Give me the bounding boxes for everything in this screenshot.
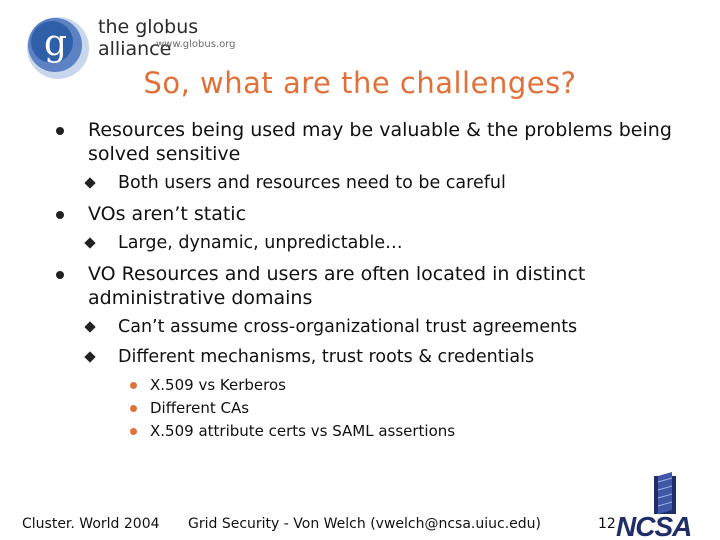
bullet-diamond-icon: [84, 177, 95, 188]
bullet-orange-dot-icon: [130, 382, 137, 389]
sub-bullet-text: Different mechanisms, trust roots & credentials: [118, 347, 535, 367]
slide-content: [56, 118, 706, 445]
sub-sub-bullet-item: [56, 376, 706, 395]
bullet-diamond-icon: [84, 351, 95, 362]
sub-bullet-item: [56, 346, 706, 368]
bullet-text: VOs aren’t static: [88, 203, 247, 225]
sub-sub-bullet-item: [56, 422, 706, 441]
sub-bullet-text: Both users and resources need to be careful: [118, 173, 506, 193]
footer-event: Cluster. World 2004: [22, 516, 160, 532]
bullet-item: [56, 262, 706, 310]
sub-sub-bullet-text: Different CAs: [150, 399, 250, 417]
bullet-text: Resources being used may be valuable & the problems being solved sensitive: [88, 119, 672, 165]
bullet-item: [56, 118, 706, 166]
bullet-dot-icon: [56, 211, 64, 219]
sub-bullet-item: [56, 316, 706, 338]
bullet-dot-icon: [56, 127, 64, 135]
slide-title: So, what are the challenges?: [143, 66, 577, 100]
bullet-orange-dot-icon: [130, 405, 137, 412]
bullet-text: VO Resources and users are often located in distinct administrative domains: [88, 263, 586, 309]
sub-sub-bullet-text: X.509 vs Kerberos: [150, 376, 286, 394]
ncsa-logo-text: NCSA: [616, 511, 692, 540]
bullet-diamond-icon: [84, 237, 95, 248]
sub-bullet-text: Can’t assume cross-organizational trust agreements: [118, 317, 578, 337]
bullet-item: [56, 202, 706, 226]
sub-bullet-text: Large, dynamic, unpredictable…: [118, 233, 403, 253]
bullet-dot-icon: [56, 271, 64, 279]
sub-bullet-item: [56, 172, 706, 194]
sub-sub-bullet-item: [56, 399, 706, 418]
page-number: 12: [598, 516, 616, 532]
sub-sub-bullet-text: X.509 attribute certs vs SAML assertions: [150, 422, 456, 440]
globus-g-letter: g: [44, 23, 68, 64]
logo-name: the globus alliance: [98, 16, 199, 60]
footer-author: Grid Security - Von Welch (vwelch@ncsa.uiuc.edu): [188, 516, 541, 532]
sub-bullet-item: [56, 232, 706, 254]
bullet-orange-dot-icon: [130, 428, 137, 435]
bullet-diamond-icon: [84, 321, 95, 332]
logo-url: www.globus.org: [156, 39, 236, 50]
footer: [0, 516, 720, 540]
